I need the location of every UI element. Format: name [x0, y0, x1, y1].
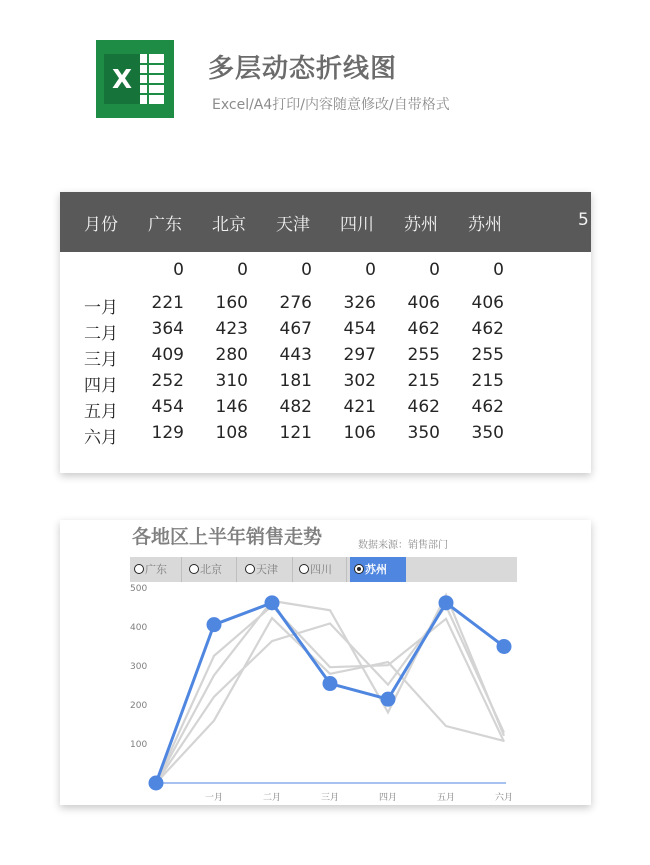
- option-guangdong[interactable]: [130, 557, 182, 582]
- header-sichuan: 四川: [340, 215, 374, 235]
- chart-title: 各地区上半年销售走势: [132, 526, 323, 548]
- table-cell: 215: [471, 371, 504, 391]
- option-sichuan[interactable]: [295, 557, 347, 582]
- x-tick-label: 四月: [378, 793, 398, 803]
- x-tick-label: 一月: [204, 793, 224, 803]
- table-cell: 129: [151, 423, 184, 443]
- radio-selected-icon: [354, 564, 364, 574]
- option-label: 北京: [200, 563, 222, 576]
- table-cell: 302: [343, 371, 376, 391]
- y-tick-label: 400: [130, 623, 148, 633]
- row-month: 五月: [84, 402, 118, 422]
- table-cell: 409: [151, 345, 184, 365]
- x-tick-label: 三月: [320, 793, 340, 803]
- table-cell: 350: [471, 423, 504, 443]
- table-cell: 350: [407, 423, 440, 443]
- table-cell: 0: [173, 260, 184, 280]
- table-cell: 443: [279, 345, 312, 365]
- table-cell: 297: [343, 345, 376, 365]
- option-label: 四川: [310, 563, 332, 576]
- table-cell: 406: [471, 293, 504, 313]
- table-cell: 0: [365, 260, 376, 280]
- table-cell: 462: [407, 319, 440, 339]
- x-tick-label: 二月: [262, 793, 282, 803]
- y-tick-label: 200: [130, 701, 148, 711]
- row-month: 四月: [84, 376, 118, 396]
- table-cell: 406: [407, 293, 440, 313]
- table-cell: 462: [471, 319, 504, 339]
- line-chart: [60, 580, 591, 805]
- option-label: 广东: [145, 563, 167, 576]
- radio-icon: [189, 564, 199, 574]
- table-cell: 121: [279, 423, 312, 443]
- x-tick-label: 五月: [436, 793, 456, 803]
- data-point: [207, 617, 222, 632]
- row-month: 二月: [84, 324, 118, 344]
- table-cell: 108: [215, 423, 248, 443]
- data-point: [381, 692, 396, 707]
- option-label: 天津: [256, 563, 278, 576]
- table-cell: 0: [237, 260, 248, 280]
- data-point: [497, 639, 512, 654]
- table-cell: 255: [471, 345, 504, 365]
- data-table: [60, 192, 591, 473]
- option-tianjin[interactable]: [241, 557, 293, 582]
- chart-card: [60, 520, 591, 805]
- table-cell: 146: [215, 397, 248, 417]
- radio-icon: [245, 564, 255, 574]
- table-cell: 0: [301, 260, 312, 280]
- radio-icon: [134, 564, 144, 574]
- radio-icon: [299, 564, 309, 574]
- table-cell: 252: [151, 371, 184, 391]
- page-title: 多层动态折线图: [208, 54, 398, 84]
- page-subtitle: Excel/A4打印/内容随意修改/自带格式: [212, 97, 450, 113]
- table-cell: 221: [151, 293, 184, 313]
- table-cell: 454: [151, 397, 184, 417]
- header-month: 月份: [84, 215, 118, 235]
- table-cell: 364: [151, 319, 184, 339]
- header-tianjin: 天津: [276, 215, 310, 235]
- table-cell: 423: [215, 319, 248, 339]
- series-line-四川: [156, 606, 504, 783]
- table-cell: 454: [343, 319, 376, 339]
- table-cell: 0: [429, 260, 440, 280]
- data-point: [439, 595, 454, 610]
- option-label: 苏州: [365, 563, 387, 576]
- svg-text:X: X: [111, 65, 133, 95]
- table-cell: 421: [343, 397, 376, 417]
- table-cell: 276: [279, 293, 312, 313]
- data-point: [323, 676, 338, 691]
- header-suzhou-selected: 苏州: [468, 215, 502, 235]
- table-cell: 181: [279, 371, 312, 391]
- table-cell: 462: [407, 397, 440, 417]
- data-point: [149, 776, 164, 791]
- table-cell: 482: [279, 397, 312, 417]
- x-tick-label: 六月: [494, 793, 514, 803]
- y-tick-label: 100: [130, 740, 148, 750]
- y-tick-label: 500: [130, 584, 148, 594]
- table-cell: 467: [279, 319, 312, 339]
- option-beijing[interactable]: [185, 557, 237, 582]
- option-suzhou[interactable]: [350, 557, 406, 582]
- region-selector: [130, 557, 517, 582]
- table-cell: 310: [215, 371, 248, 391]
- header-beijing: 北京: [212, 215, 246, 235]
- table-cell: 160: [215, 293, 248, 313]
- header-guangdong: 广东: [148, 215, 182, 235]
- table-cell: 0: [493, 260, 504, 280]
- header-suzhou: 苏州: [404, 215, 438, 235]
- table-cell: 255: [407, 345, 440, 365]
- table-cell: 280: [215, 345, 248, 365]
- row-month: 三月: [84, 350, 118, 370]
- header-index: 5: [578, 210, 589, 230]
- row-month: 一月: [84, 298, 118, 318]
- table-cell: 106: [343, 423, 376, 443]
- data-point: [265, 595, 280, 610]
- y-tick-label: 300: [130, 662, 148, 672]
- table-cell: 462: [471, 397, 504, 417]
- chart-source: 数据来源：销售部门: [358, 540, 448, 551]
- table-cell: 326: [343, 293, 376, 313]
- row-month: 六月: [84, 428, 118, 448]
- table-cell: 215: [407, 371, 440, 391]
- excel-logo-icon: [96, 40, 174, 118]
- table-header: [60, 192, 591, 252]
